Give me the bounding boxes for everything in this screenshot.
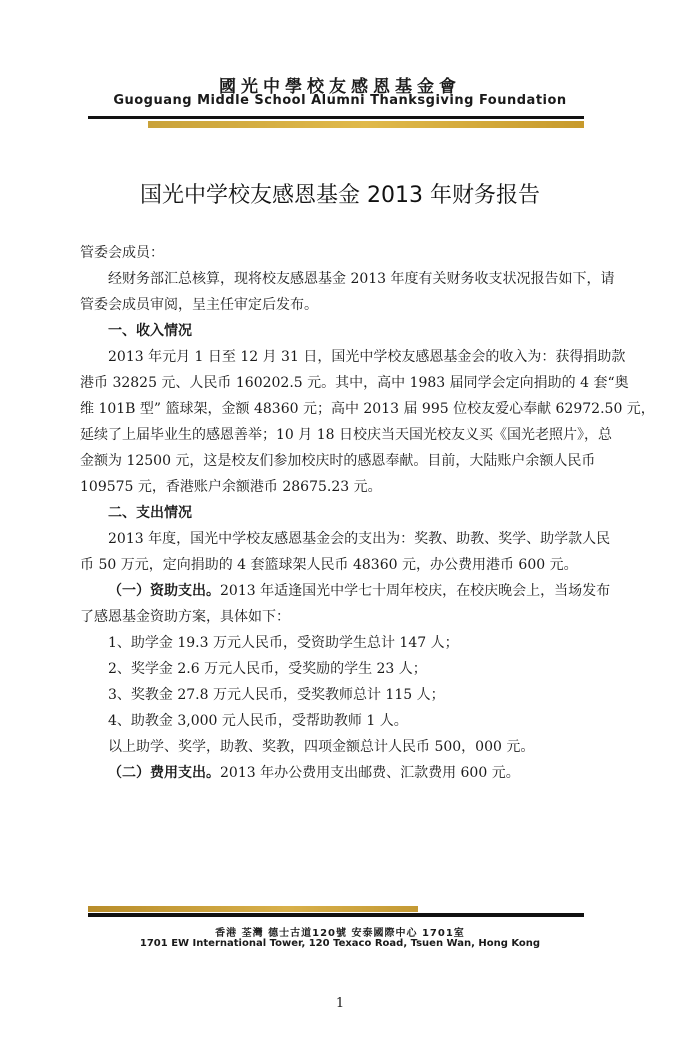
page-number: 1 xyxy=(335,996,345,1011)
expenditure-line: 2013 年度，国光中学校友感恩基金会的支出为：奖教、助教、奖学、助学款人民 xyxy=(108,531,611,547)
header-rule-black xyxy=(88,116,584,119)
income-line: 港币 32825 元、人民币 160202.5 元。其中，高中 1983 届同学会定向捐助的 4 套“奥 xyxy=(80,375,629,391)
subsection-expenses-text: 2013 年办公费用支出邮费、汇款费用 600 元。 xyxy=(220,765,520,781)
footer-rule-gold xyxy=(88,906,418,912)
income-line: 金额为 12500 元，这是校友们参加校庆时的感恩奉献。目前，大陆账户余额人民币 xyxy=(80,453,596,469)
funding-summary: 以上助学、奖学，助教、奖教，四项金额总计人民币 500，000 元。 xyxy=(108,739,535,755)
section-heading-expenditure: 二、支出情况 xyxy=(108,505,192,521)
footer-rule xyxy=(88,906,584,920)
salutation: 管委会成员： xyxy=(80,245,164,261)
subsection-expenses-label: （二）费用支出。 xyxy=(108,765,220,781)
subsection-expenses-line xyxy=(80,760,628,786)
header-rule-gold xyxy=(148,121,584,128)
subsection-funding-label: （一）资助支出。 xyxy=(108,583,220,599)
footer-rule-black xyxy=(88,913,584,917)
income-line: 延续了上届毕业生的感恩善举；10 月 18 日校庆当天国光校友义买《国光老照片》，总 xyxy=(80,427,612,443)
subsection-funding-line: 了感恩基金资助方案，具体如下： xyxy=(80,609,290,625)
intro-line: 管委会成员审阅，呈主任审定后发布。 xyxy=(80,297,318,313)
section-heading-income: 一、收入情况 xyxy=(108,323,192,339)
intro-line: 经财务部汇总核算，现将校友感恩基金 2013 年度有关财务收支状况报告如下，请 xyxy=(108,271,615,287)
document-title: 国光中学校友感恩基金 2013 年财务报告 xyxy=(140,183,540,208)
funding-item: 1、助学金 19.3 万元人民币，受资助学生总计 147 人； xyxy=(108,635,459,651)
letterhead-name-cn: 國光中學校友感恩基金會 xyxy=(219,77,461,97)
footer-address-cn: 香港 荃灣 德士古道120號 安泰國際中心 1701室 xyxy=(215,928,465,939)
funding-item: 4、助教金 3,000 元人民币，受帮助教师 1 人。 xyxy=(108,713,408,729)
subsection-funding-line xyxy=(80,578,628,604)
header-rule xyxy=(88,116,584,130)
income-line: 2013 年元月 1 日至 12 月 31 日，国光中学校友感恩基金会的收入为：获得捐助款 xyxy=(108,349,626,365)
letterhead-name-en: Guoguang Middle School Alumni Thanksgiving Foundation xyxy=(113,93,567,108)
income-line: 109575 元，香港账户余额港币 28675.23 元。 xyxy=(80,479,382,495)
document-body xyxy=(80,240,655,786)
footer-address-en: 1701 EW International Tower, 120 Texaco Road, Tsuen Wan, Hong Kong xyxy=(139,938,541,949)
income-line: 维 101B 型” 篮球架，金额 48360 元；高中 2013 届 995 位校友爱心奉献 62972.50 元， xyxy=(80,401,655,417)
funding-item: 3、奖教金 27.8 万元人民币，受奖教师总计 115 人； xyxy=(108,687,445,703)
expenditure-line: 币 50 万元，定向捐助的 4 套篮球架人民币 48360 元，办公费用港币 600 元。 xyxy=(80,557,578,573)
subsection-funding-text: 2013 年适逢国光中学七十周年校庆，在校庆晚会上，当场发布 xyxy=(220,583,611,599)
funding-item: 2、奖学金 2.6 万元人民币，受奖励的学生 23 人； xyxy=(108,661,427,677)
